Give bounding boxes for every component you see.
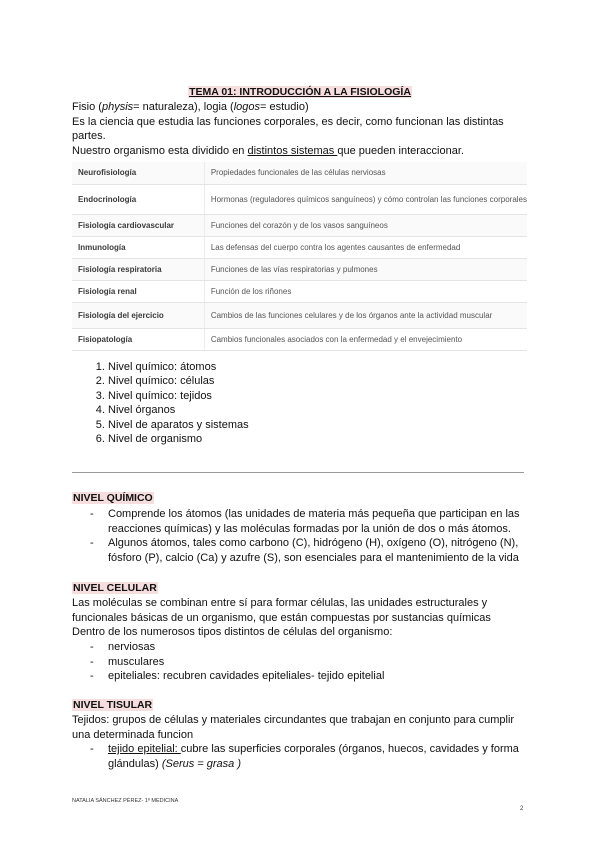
section-heading-quimico: NIVEL QUÍMICO [73, 492, 153, 504]
tisular-paragraph: Tejidos: grupos de células y materiales circundantes que trabajan en conjunto para cumplir una determinada funcion [72, 714, 515, 741]
table-row [72, 328, 527, 350]
system-name-cell: Fisiología respiratoria [72, 258, 204, 280]
system-description-cell: Cambios de las funciones celulares y de los órganos ante la actividad muscular [204, 302, 527, 328]
page-title: TEMA 01: INTRODUCCIÓN A LA FISIOLOGÍA [189, 86, 411, 98]
system-name-cell: Fisiología renal [72, 280, 204, 302]
system-name-cell: Neurofisiología [72, 162, 204, 184]
celular-list [72, 640, 530, 684]
table-row [72, 214, 527, 236]
page-number: 2 [520, 806, 524, 812]
system-description-cell: Funciones del corazón y de los vasos sanguíneos [204, 214, 527, 236]
organization-levels-list [72, 360, 249, 446]
footer-author: NATALIA SÁNCHEZ PÉREZ- 1º MEDICINA [72, 798, 179, 804]
system-description-cell: Propiedades funcionales de las células nerviosas [204, 162, 527, 184]
table-row [72, 258, 527, 280]
table-row [72, 184, 527, 214]
system-description-cell: Cambios funcionales asociados con la enfermedad y el envejecimiento [204, 328, 527, 350]
list-item: 2. Nivel químico: células [108, 374, 249, 388]
etymology-line: Fisio (physis= naturaleza), logia (logos= estudio) [72, 101, 309, 113]
tisular-list [72, 742, 530, 771]
list-item: - musculares [90, 655, 165, 668]
systems-line: Nuestro organismo esta dividido en distintos sistemas que pueden interaccionar. [72, 144, 464, 157]
list-item: 4. Nivel órganos [108, 403, 249, 417]
list-item: 5. Nivel de aparatos y sistemas [108, 418, 249, 432]
table-row [72, 302, 527, 328]
list-item: - epiteliales: recubren cavidades epiteliales- tejido epitelial [90, 670, 385, 683]
list-item: 3. Nivel químico: tejidos [108, 389, 249, 403]
list-item: 1. Nivel químico: átomos [108, 360, 249, 374]
system-description-cell: Funciones de las vías respiratorias y pulmones [204, 258, 527, 280]
table-row [72, 162, 527, 184]
list-item: 6. Nivel de organismo [108, 432, 249, 446]
system-description-cell: Hormonas (reguladores químicos sanguíneos) y cómo controlan las funciones corporales [204, 184, 527, 214]
list-item: - Comprende los átomos (las unidades de materia más pequeña que participan en las reacciones químicas) y las moléculas formadas por la unión de dos o más átomos. [90, 508, 520, 535]
system-name-cell: Fisiología cardiovascular [72, 214, 204, 236]
section-heading-celular: NIVEL CELULAR [73, 582, 157, 594]
table-row [72, 236, 527, 258]
quimico-list [72, 507, 530, 565]
list-item: - nerviosas [90, 641, 156, 653]
system-name-cell: Endocrinología [72, 184, 204, 214]
definition-text: Es la ciencia que estudia las funciones corporales, es decir, como funcionan las distintas partes. [72, 115, 504, 143]
section-heading-tisular: NIVEL TISULAR [73, 699, 153, 711]
systems-table [72, 162, 527, 351]
system-description-cell: Función de los riñones [204, 280, 527, 302]
list-item: - Algunos átomos, tales como carbono (C), hidrógeno (H), oxígeno (O), nitrógeno (N), fósforo (P), calcio (Ca) y azufre (S), son esenciales para el mantenimiento de la vida [90, 537, 519, 564]
table-row [72, 280, 527, 302]
celular-paragraph: Las moléculas se combinan entre sí para formar células, las unidades estructurales y funcionales básicas de un organismo, que están compuestas por sustancias químicas Dentro de los numerosos tipos distintos de células del organismo: [72, 597, 491, 639]
horizontal-divider [72, 472, 524, 473]
system-name-cell: Fisiopatología [72, 328, 204, 350]
system-name-cell: Inmunología [72, 236, 204, 258]
system-name-cell: Fisiología del ejercicio [72, 302, 204, 328]
system-description-cell: Las defensas del cuerpo contra los agentes causantes de enfermedad [204, 236, 527, 258]
list-item: - tejido epitelial: cubre las superficies corporales (órganos, huecos, cavidades y forma glándulas) (Serus = grasa ) [90, 743, 519, 770]
intro-paragraph [72, 100, 532, 158]
